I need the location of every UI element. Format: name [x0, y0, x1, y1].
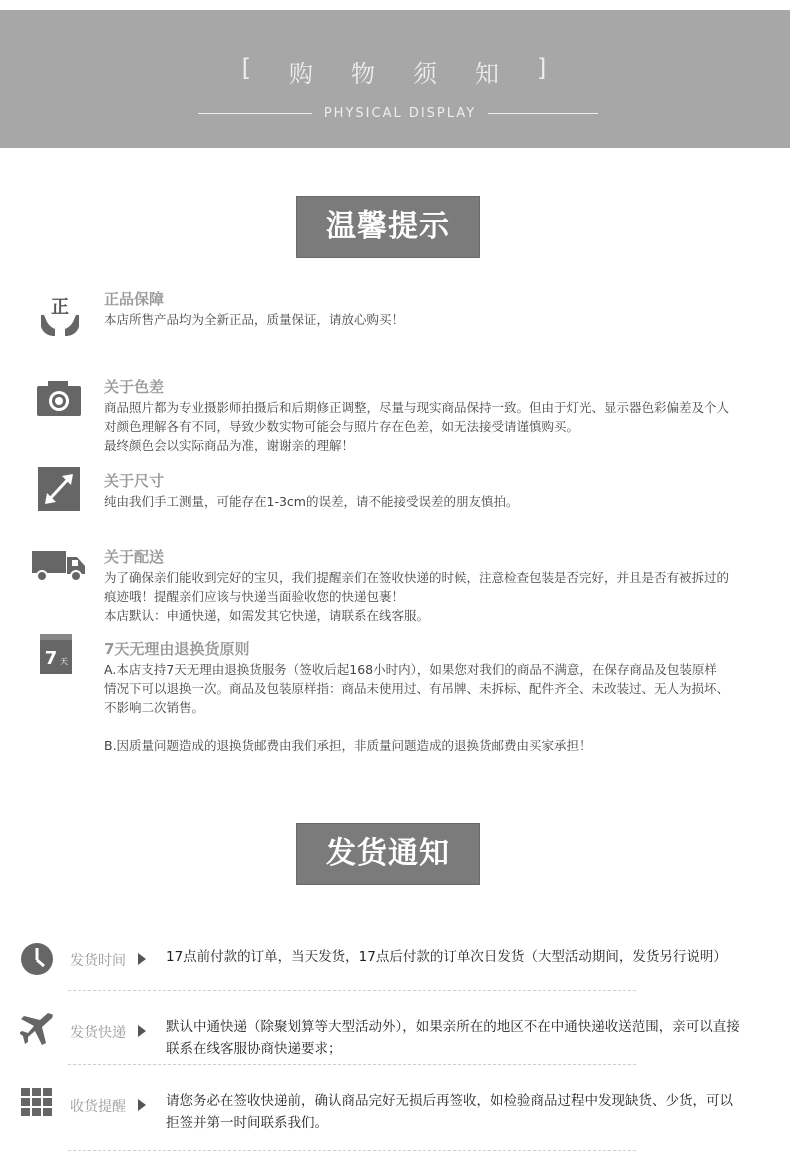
shipping-label: 发货时间	[70, 953, 126, 969]
shipping-label: 收货提醒	[70, 1099, 126, 1115]
resize-arrow-icon	[38, 467, 80, 515]
shipping-text	[166, 946, 766, 968]
item-text: 痕迹哦！提醒亲们应该与快递当面验收您的快递包裹！	[104, 589, 405, 604]
item-text: 本店所售产品均为全新正品，质量保证，请放心购买！	[104, 312, 405, 327]
shipping-text-line: 拒签并第一时间联系我们。	[166, 1115, 328, 1131]
section-heading-text: 温馨提示	[326, 209, 450, 244]
item-text: 不影响二次销售。	[104, 700, 205, 715]
banner-subtitle: PHYSICAL DISPLAY	[323, 106, 477, 121]
item-text: A.本店支持7天无理由退换货服务（签收后起168小时内），如果您对我们的商品不满意，在保存商品及包装原样	[104, 662, 717, 677]
item-title: 关于配送	[104, 548, 165, 566]
divider	[198, 113, 312, 114]
item-text: 纯由我们手工测量，可能存在1-3cm的误差，请不能接受误差的朋友慎拍。	[104, 494, 519, 509]
shipping-text	[166, 1090, 766, 1134]
shipping-text	[166, 1016, 766, 1060]
section-heading-text: 发货通知	[326, 836, 450, 871]
banner-bracket-left: [	[241, 54, 253, 82]
item-text: 情况下可以退换一次。商品及包装原样指：商品未使用过、有吊牌、未拆标、配件齐全、未改装过、无人为损坏、	[104, 681, 730, 696]
list-item	[104, 546, 774, 625]
triangle-right-icon	[138, 1025, 146, 1037]
truck-icon	[32, 549, 86, 587]
section-heading-shipping	[296, 823, 480, 885]
item-text: 商品照片都为专业摄影师拍摄后和后期修正调整，尽量与现实商品保持一致。但由于灯光、显示器色彩偏差及个人	[104, 400, 730, 415]
shipping-text-line: 联系在线客服协商快递要求；	[166, 1041, 342, 1057]
banner-subtitle-row	[0, 106, 790, 122]
shipping-text-line: 17点前付款的订单，当天发货，17点后付款的订单次日发货（大型活动期间，发货另行说明）	[166, 949, 727, 965]
grid-icon	[20, 1086, 54, 1120]
dashed-divider	[68, 1064, 636, 1065]
banner-char: 须	[413, 60, 439, 88]
dashed-divider	[68, 990, 636, 991]
calendar-number: 7	[44, 648, 58, 669]
item-text: 为了确保亲们能收到完好的宝贝，我们提醒亲们在签收快递的时候，注意检查包装是否完好，并且是否有被拆过的	[104, 570, 730, 585]
item-title: 关于尺寸	[104, 472, 165, 490]
triangle-right-icon	[138, 1099, 146, 1111]
shipping-text-line: 默认中通快递（除聚划算等大型活动外），如果亲所在的地区不在中通快递收送范围，亲可以直接	[166, 1019, 740, 1035]
header-banner	[0, 10, 790, 148]
banner-char: 购	[289, 60, 315, 88]
divider	[488, 113, 598, 114]
airplane-icon	[20, 1012, 54, 1046]
calendar-unit: 天	[60, 657, 68, 666]
triangle-right-icon	[138, 953, 146, 965]
item-text: B.因质量问题造成的退换货邮费由我们承担，非质量问题造成的退换货邮费由买家承担！	[104, 738, 592, 753]
item-text: 对颜色理解各有不同，导致少数实物可能会与照片存在色差，如无法接受请谨慎购买。	[104, 419, 580, 434]
dashed-divider	[68, 1150, 636, 1151]
camera-icon	[36, 379, 82, 421]
shipping-text-line: 请您务必在签收快递前，确认商品完好无损后再签收，如检验商品过程中发现缺货、少货，可以	[166, 1093, 733, 1109]
banner-char: 物	[351, 60, 377, 88]
item-title: 正品保障	[104, 290, 165, 308]
svg-text:正: 正	[51, 297, 69, 318]
item-text	[104, 717, 774, 736]
shipping-label: 发货快递	[70, 1025, 126, 1041]
clock-icon	[20, 942, 54, 976]
section-heading-tips	[296, 196, 480, 258]
banner-title	[0, 54, 790, 89]
banner-char: 知	[475, 60, 501, 88]
genuine-hands-icon	[38, 293, 82, 343]
list-item	[104, 288, 774, 329]
item-text: 最终颜色会以实际商品为准，谢谢亲的理解！	[104, 438, 355, 453]
banner-bracket-right: ]	[537, 54, 549, 82]
item-title: 7天无理由退换货原则	[104, 640, 250, 658]
item-title: 关于色差	[104, 378, 165, 396]
list-item	[104, 470, 774, 511]
list-item	[104, 376, 774, 455]
seven-day-calendar-icon	[40, 634, 72, 678]
item-text: 本店默认：申通快递，如需发其它快递，请联系在线客服。	[104, 608, 430, 623]
list-item	[104, 638, 774, 755]
